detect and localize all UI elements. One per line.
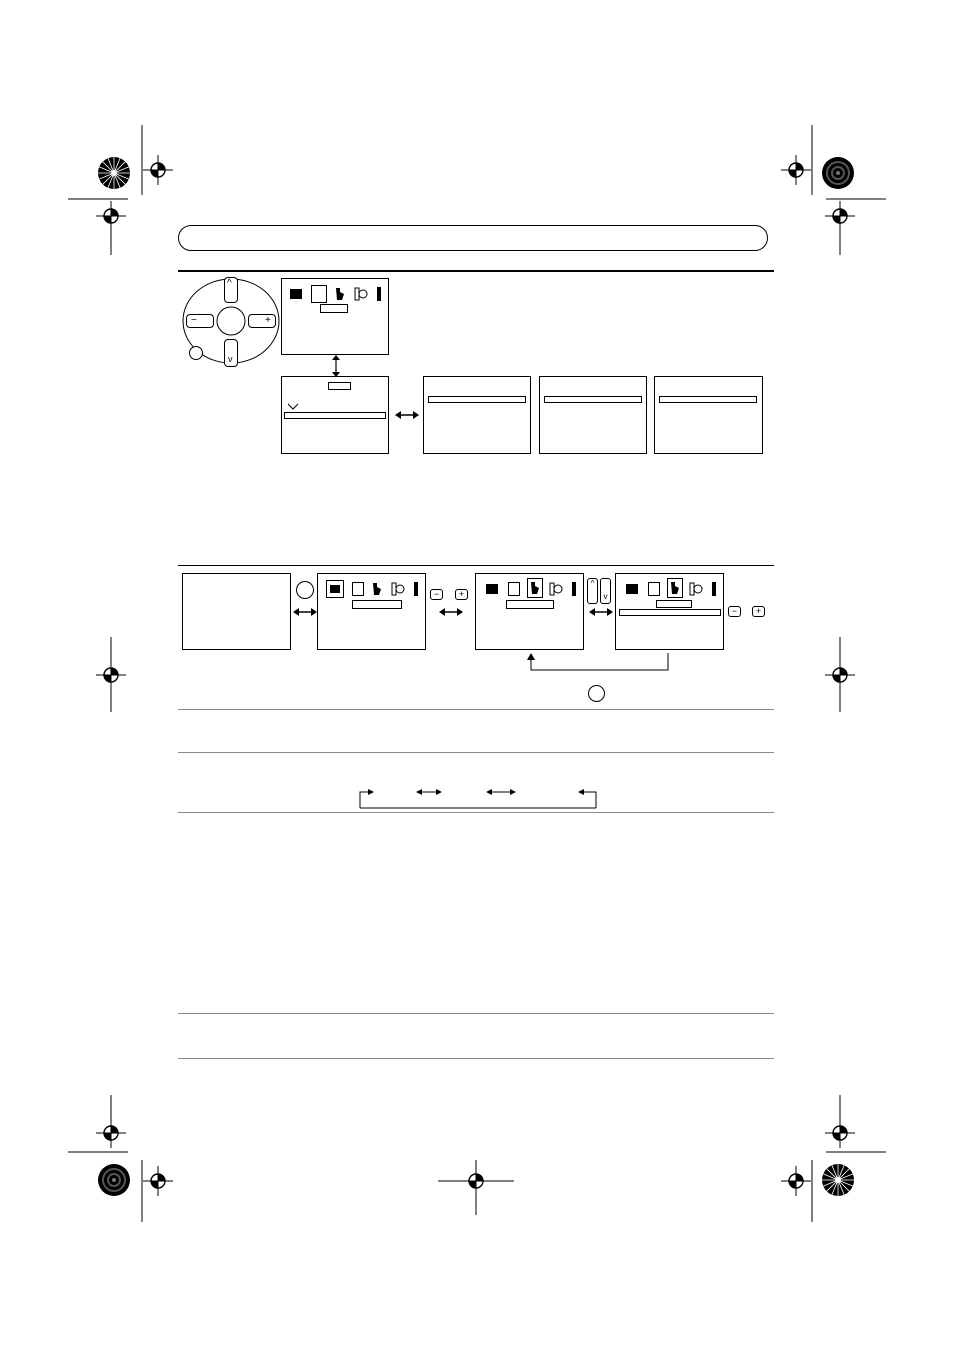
program-up-key[interactable]: ^ bbox=[587, 578, 598, 604]
volume-minus-key[interactable]: − bbox=[430, 589, 443, 600]
dpad-left-button[interactable]: − bbox=[186, 314, 214, 328]
submenu-highlight-bar bbox=[428, 396, 526, 403]
menu-screen-picture-selected bbox=[317, 573, 426, 650]
menu-button[interactable] bbox=[296, 581, 314, 599]
sound-icon bbox=[648, 582, 660, 596]
features-icon bbox=[370, 581, 384, 597]
features-icon bbox=[667, 578, 683, 598]
volume-plus-key[interactable]: + bbox=[455, 589, 468, 600]
main-menu-screen bbox=[281, 278, 389, 355]
sound-icon bbox=[352, 582, 364, 596]
installation-icon bbox=[688, 581, 702, 597]
picture-icon bbox=[626, 584, 638, 594]
picture-icon bbox=[326, 580, 344, 598]
submenu-label-box bbox=[328, 382, 351, 390]
submenu-screen-3 bbox=[539, 376, 647, 454]
installation-icon bbox=[353, 286, 367, 302]
features-icon bbox=[527, 578, 543, 598]
divider-4 bbox=[178, 1013, 774, 1014]
tools-icon bbox=[569, 581, 579, 597]
installation-icon bbox=[548, 581, 562, 597]
menu-label-box bbox=[506, 600, 554, 609]
submenu-highlight-bar bbox=[284, 412, 386, 419]
submenu-screen-2 bbox=[423, 376, 531, 454]
horizontal-double-arrow bbox=[589, 607, 613, 617]
program-down-key[interactable]: v bbox=[600, 578, 611, 604]
horizontal-double-arrow bbox=[293, 607, 317, 617]
submenu-highlight-bar bbox=[619, 609, 721, 616]
horizontal-double-arrow bbox=[439, 607, 463, 617]
features-icon bbox=[333, 286, 347, 302]
installation-icon bbox=[390, 581, 404, 597]
sound-icon bbox=[508, 582, 520, 596]
divider-1 bbox=[178, 709, 774, 710]
tuning-icon bbox=[288, 404, 298, 410]
picture-icon bbox=[486, 584, 498, 594]
mode-cycle-diagram bbox=[356, 782, 600, 808]
divider-2 bbox=[178, 752, 774, 753]
sound-icon bbox=[311, 285, 327, 303]
blank-tv-screen bbox=[182, 573, 291, 650]
vertical-double-arrow bbox=[330, 355, 342, 377]
submenu-highlight-bar bbox=[544, 396, 642, 403]
menu-button[interactable] bbox=[588, 685, 605, 702]
header-title-bar bbox=[178, 225, 768, 251]
submenu-screen-4 bbox=[654, 376, 763, 454]
menu-button[interactable] bbox=[189, 346, 203, 360]
horizontal-double-arrow bbox=[395, 410, 419, 420]
submenu-highlight-bar bbox=[659, 396, 757, 403]
tools-icon bbox=[411, 581, 421, 597]
dpad-right-button[interactable]: + bbox=[248, 314, 276, 328]
divider-3 bbox=[178, 812, 774, 813]
section2-rule bbox=[178, 565, 774, 566]
icon-row bbox=[290, 285, 386, 303]
menu-label-box bbox=[352, 600, 402, 609]
tools-icon bbox=[374, 286, 384, 302]
volume-minus-key[interactable]: − bbox=[728, 606, 741, 617]
dpad-down-button[interactable]: v bbox=[224, 339, 238, 367]
picture-icon bbox=[290, 289, 302, 299]
dpad-up-button[interactable]: ^ bbox=[224, 277, 238, 303]
divider-5 bbox=[178, 1058, 774, 1059]
features-submenu-screen bbox=[615, 573, 724, 650]
tools-icon bbox=[709, 581, 719, 597]
submenu-screen-1 bbox=[281, 376, 389, 454]
menu-screen-features-selected bbox=[475, 573, 584, 650]
menu-label-box bbox=[320, 304, 348, 313]
return-path-arrow bbox=[528, 653, 668, 673]
menu-label-box bbox=[656, 600, 692, 608]
section1-rule bbox=[178, 270, 774, 272]
volume-plus-key[interactable]: + bbox=[752, 606, 765, 617]
